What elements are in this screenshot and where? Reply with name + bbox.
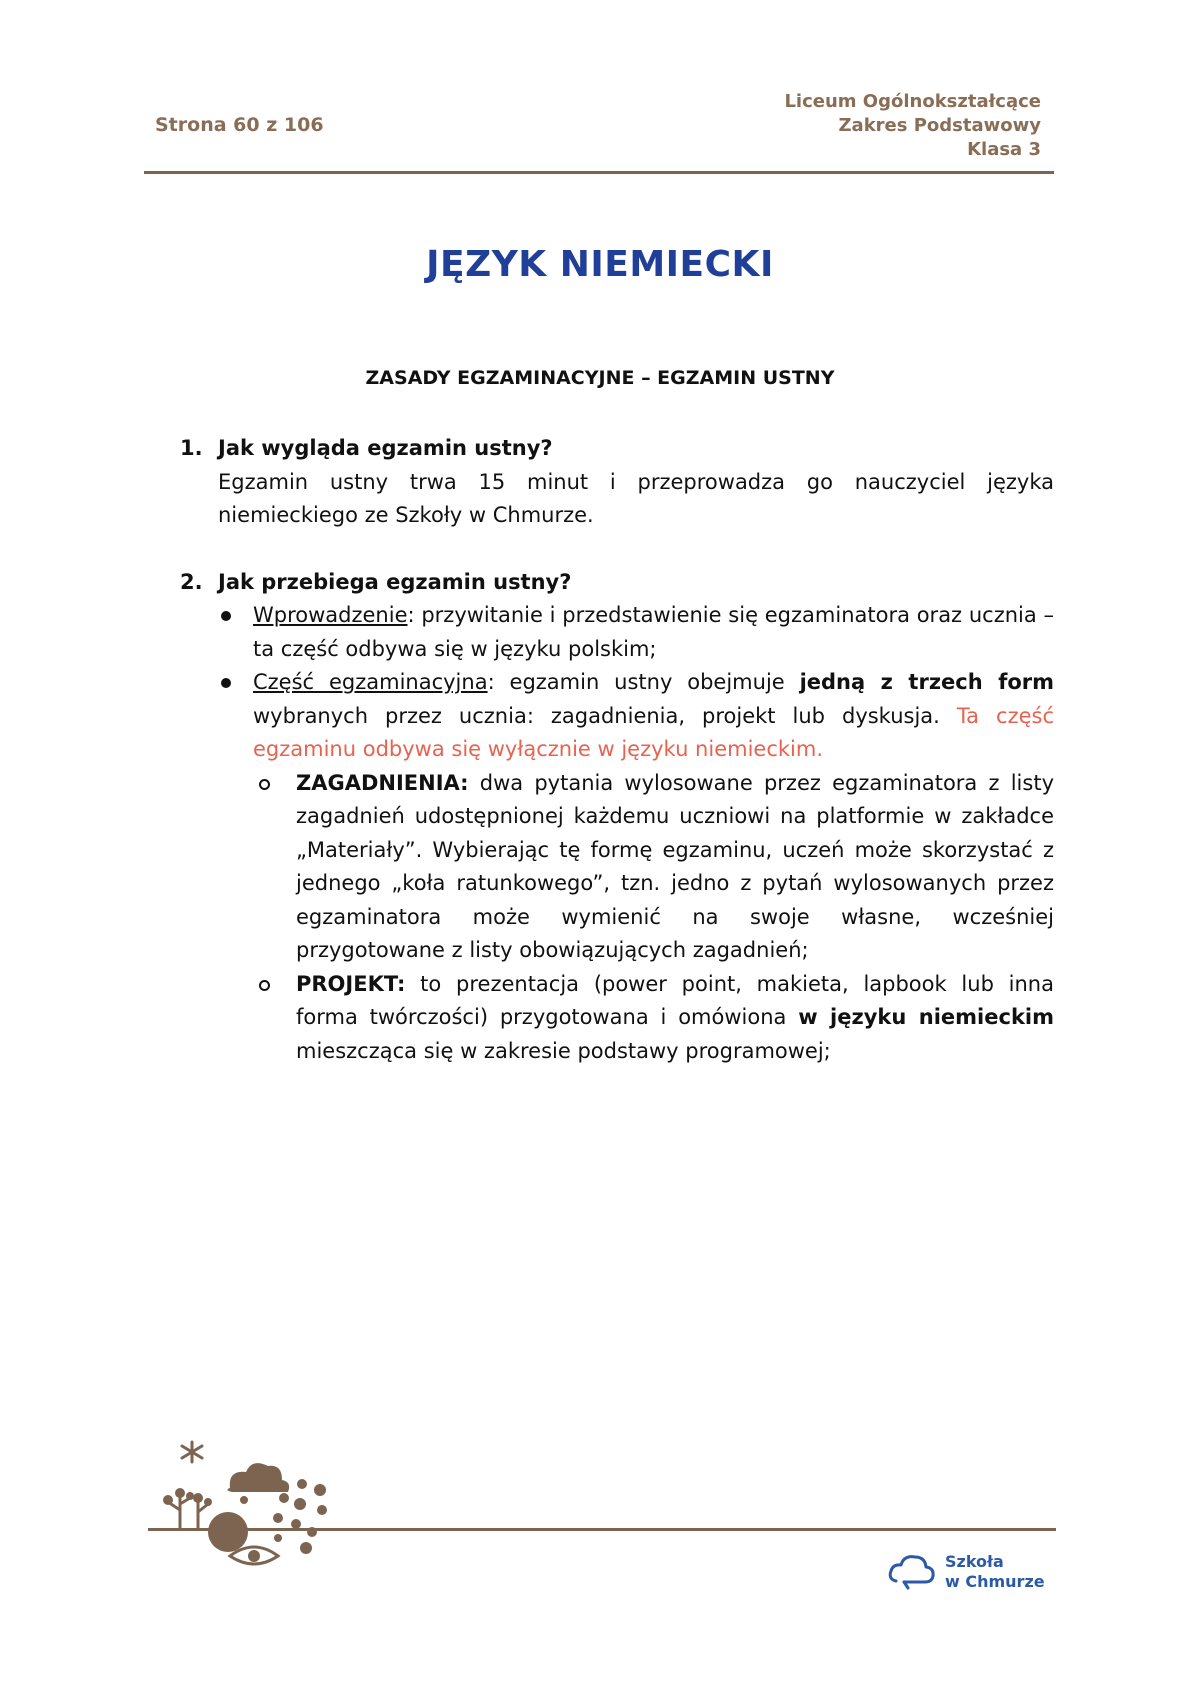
question-heading: Jak wygląda egzamin ustny?: [218, 436, 553, 460]
logo-line-2: w Chmurze: [945, 1572, 1045, 1591]
school-level: Zakres Podstawowy: [838, 115, 1041, 136]
circle-bullet-icon: [259, 779, 270, 790]
page-title: JĘZYK NIEMIECKI: [426, 244, 774, 285]
page-number: Strona 60 z 106: [155, 114, 324, 136]
introduction-label: Wprowadzenie: [253, 603, 408, 627]
exam-language-note: Ta część egzaminu odbywa się wyłącznie w języku niemieckim.: [253, 703, 1055, 761]
school-grade: Klasa 3: [967, 139, 1041, 160]
topics-text: dwa pytania wylosowane przez egzaminatora z listy zagadnień udostępnionej każdemu uczniowi na platformie w zakładce „Materiały”. Wybierając tę formę egzaminu, uczeń może skorzystać z jednego „koła ratunkowego”, tzn. jedno z pytań wylosowanych przez egzaminatora może wymienić na swoje własne, wcześniej przygotowane z listy obowiązujących zagadnień;: [296, 770, 1054, 962]
exam-part-text-cont: wybranych przez ucznia: zagadnienia, projekt lub dyskusja.: [253, 703, 957, 728]
cloud-icon: [888, 1551, 936, 1591]
exam-forms-list: [253, 767, 1054, 1069]
question-item-1: [180, 432, 1054, 533]
question-item-2: [180, 566, 1054, 1069]
topics-label: ZAGADNIENIA:: [296, 770, 469, 795]
exam-stages-list: [218, 599, 1054, 1068]
list-item-introduction: [218, 599, 1054, 666]
question-answer: Egzamin ustny trwa 15 minut i przeprowadza go nauczyciel języka niemieckiego ze Szkoły w Chmurze.: [218, 469, 1054, 527]
bullet-icon: [221, 611, 231, 621]
section-subtitle: ZASADY EGZAMINACYJNE – EGZAMIN USTNY: [365, 367, 835, 389]
header-school-info: [784, 90, 1041, 162]
footer-divider: [148, 1528, 1056, 1531]
school-type: Liceum Ogólnokształcące: [784, 91, 1041, 112]
exam-part-emphasis: jedną z trzech form: [799, 670, 1054, 694]
circle-bullet-icon: [259, 980, 270, 991]
list-item-exam-part: [218, 666, 1054, 1068]
nature-illustration-icon: [150, 1440, 370, 1580]
question-heading: Jak przebiega egzamin ustny?: [218, 569, 572, 594]
header-divider: [144, 171, 1054, 174]
project-text: to prezentacja (power point, makieta, lapbook lub inna forma twórczości) przygotowana i omówiona: [296, 971, 1054, 1029]
logo-line-1: Szkoła: [945, 1552, 1004, 1571]
list-item-topics: [253, 767, 1054, 968]
school-logo: [945, 1552, 1045, 1592]
project-emphasis: w języku niemieckim: [798, 1005, 1054, 1029]
project-label: PROJEKT:: [296, 971, 406, 996]
exam-rules: [180, 432, 1054, 1068]
exam-part-label: Część egzaminacyjna: [253, 670, 488, 694]
project-text-cont: mieszcząca się w zakresie podstawy programowej;: [296, 1038, 831, 1063]
exam-part-text: : egzamin ustny obejmuje: [487, 670, 800, 694]
list-item-project: [253, 968, 1054, 1069]
question-number: 1.: [180, 436, 203, 460]
question-number: 2.: [180, 569, 203, 594]
bullet-icon: [221, 678, 231, 688]
introduction-text: : przywitanie i przedstawienie się egzaminatora oraz ucznia – ta część odbywa się w języku polskim;: [253, 603, 1054, 661]
